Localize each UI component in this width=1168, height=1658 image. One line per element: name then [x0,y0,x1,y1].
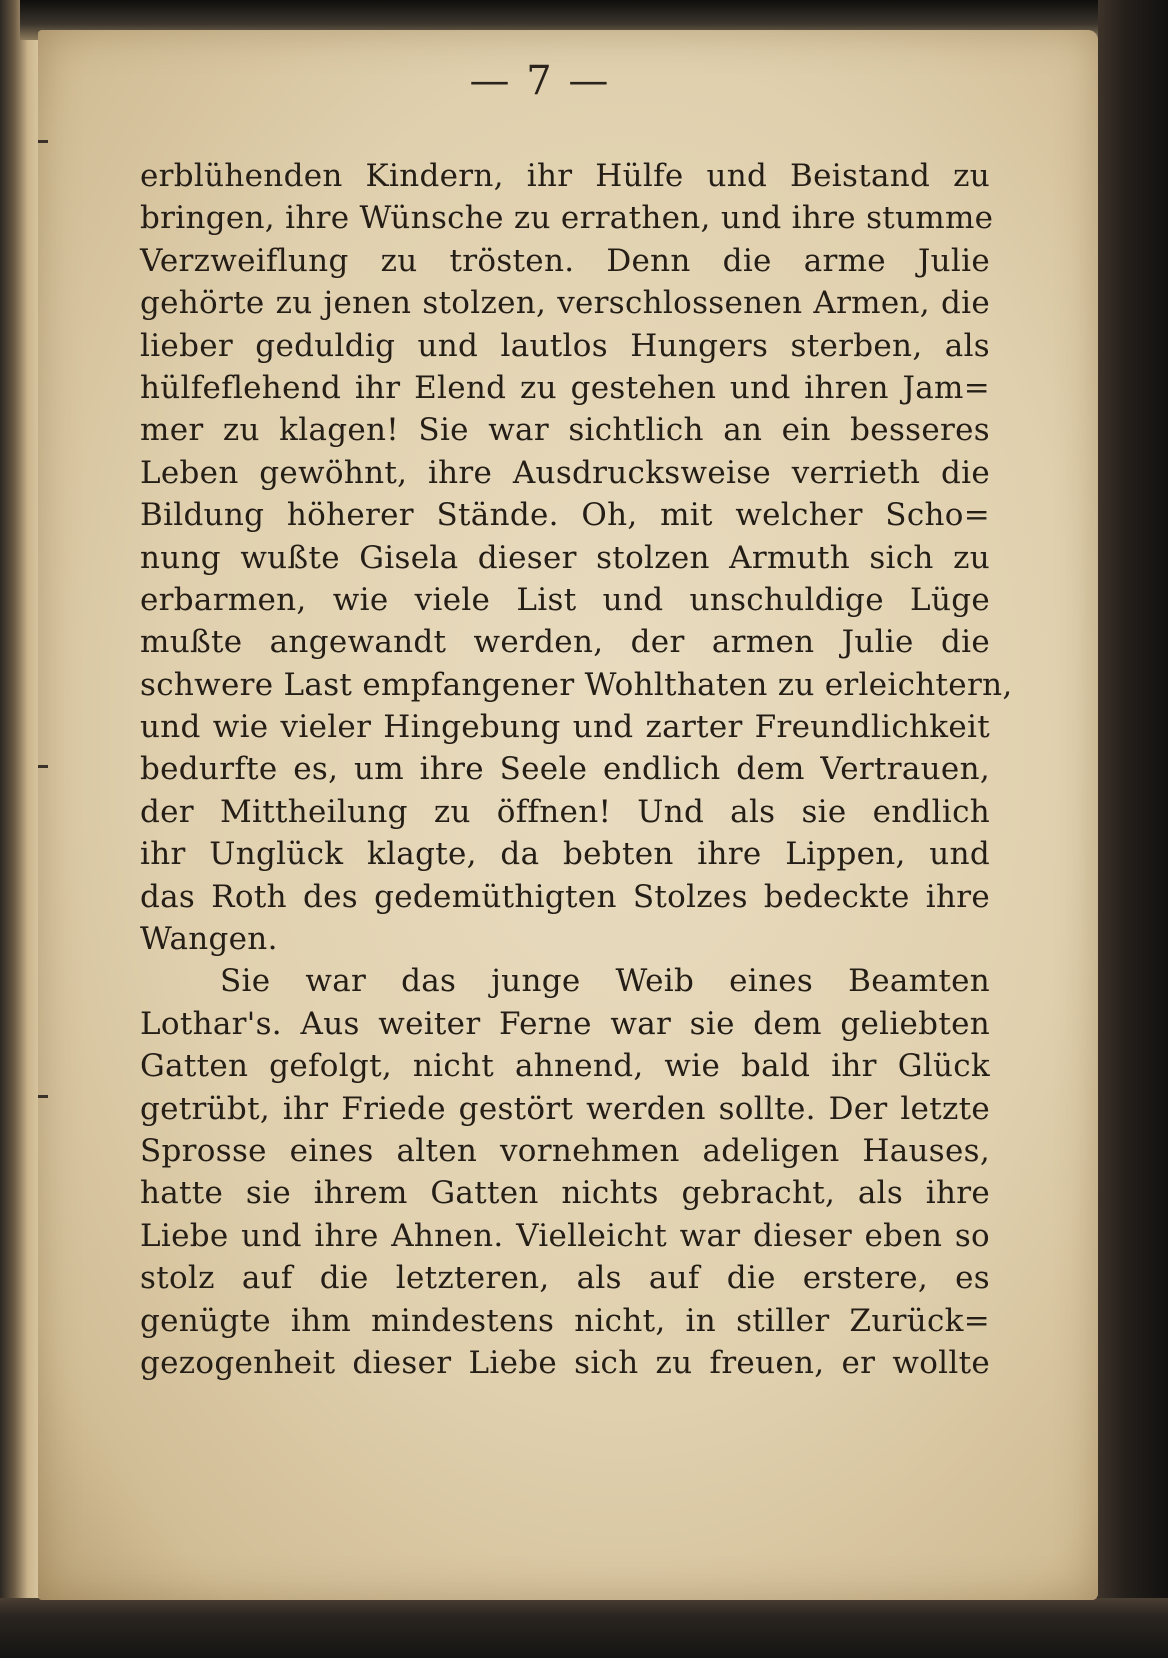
binding-mark [38,765,48,768]
page-number: — 7 — [469,58,611,104]
text-line: Sprosse eines alten vornehmen adeligen Hauses, [140,1132,990,1169]
text-line: Gatten gefolgt, nicht ahnend, wie bald ihr Glück [140,1048,990,1085]
text-line: erbarmen, wie viele List und unschuldige Lüge [140,581,990,618]
text-line: bedurfte es, um ihre Seele endlich dem Vertrauen, [140,751,990,788]
binding-mark [38,1095,48,1098]
text-line: bringen, ihre Wünsche zu errathen, und ihre stumme [140,200,994,237]
text-line: Leben gewöhnt, ihre Ausdrucksweise verrieth die [140,454,990,491]
book-cover-edge [1098,0,1168,1658]
text-line: getrübt, ihr Friede gestört werden sollte. Der letzte [140,1090,990,1127]
text-line: gezogenheit dieser Liebe sich zu freuen, er wollte [140,1344,990,1381]
text-line: Wangen. [140,921,278,958]
text-line: mußte angewandt werden, der armen Julie die [140,624,990,661]
text-line: genügte ihm mindestens nicht, in stiller Zurück= [140,1302,990,1339]
text-line: hatte sie ihrem Gatten nichts gebracht, als ihre [140,1175,990,1212]
text-line: Sie war das junge Weib eines Beamten [220,963,990,1000]
text-line: ihr Unglück klagte, da bebten ihre Lippen, und [140,836,990,873]
text-line: mer zu klagen! Sie war sichtlich an ein besseres [140,412,990,449]
text-line: nung wußte Gisela dieser stolzen Armuth sich zu [140,539,990,576]
body-text [140,155,1013,1384]
text-line: erblühenden Kindern, ihr Hülfe und Beistand zu [140,158,990,194]
text-line: Bildung höherer Stände. Oh, mit welcher Scho= [140,497,990,534]
book-spine [0,0,40,1658]
bottom-edge [0,1598,1168,1658]
text-line: der Mittheilung zu öffnen! Und als sie endlich [140,793,990,830]
text-line: Verzweiflung zu trösten. Denn die arme Julie [140,242,990,279]
text-line: lieber geduldig und lautlos Hungers sterben, als [140,327,990,364]
text-line: Liebe und ihre Ahnen. Vielleicht war dieser eben so [140,1217,990,1254]
text-line: hülfeflehend ihr Elend zu gestehen und ihren Jam= [140,369,990,406]
text-line: Lothar's. Aus weiter Ferne war sie dem geliebten [140,1005,990,1042]
binding-mark [38,140,48,143]
text-line: das Roth des gedemüthigten Stolzes bedeckte ihre [140,878,990,915]
text-line: und wie vieler Hingebung und zarter Freundlichkeit [140,709,990,746]
text-line: gehörte zu jenen stolzen, verschlossenen Armen, die [140,285,990,322]
text-line: stolz auf die letzteren, als auf die erstere, es [140,1260,990,1297]
text-line: schwere Last empfangener Wohlthaten zu erleichtern, [140,666,1013,703]
